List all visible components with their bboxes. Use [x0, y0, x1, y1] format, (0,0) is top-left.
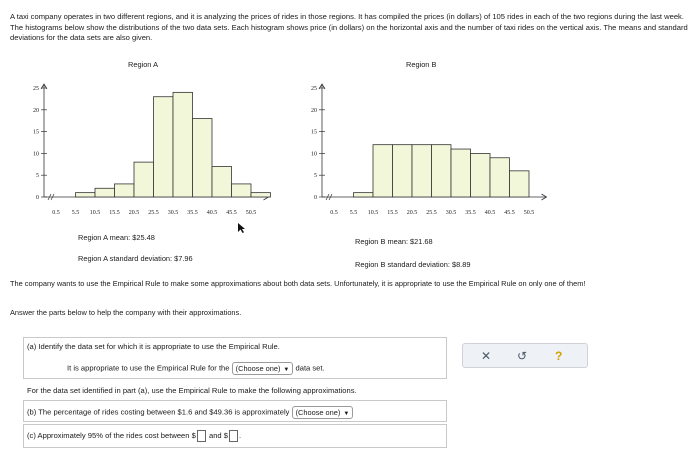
- region-b-histogram: [288, 76, 558, 221]
- y-tick-label: 0: [36, 195, 39, 201]
- part-c-and: and $: [208, 431, 228, 440]
- histogram-bar: [490, 158, 510, 197]
- y-tick-label: 5: [314, 173, 317, 180]
- histogram-bar: [134, 162, 154, 197]
- region-a-sd: Region A standard deviation: $7.96: [78, 254, 193, 263]
- histogram-bar: [451, 149, 471, 197]
- y-tick-label: 15: [311, 129, 317, 136]
- undo-icon[interactable]: ↺: [517, 349, 528, 363]
- y-tick-label: 10: [311, 151, 317, 158]
- answer-toolbar: [462, 343, 588, 368]
- part-a-prefix: It is appropriate to use the Empirical Rule for the: [67, 363, 230, 373]
- x-tick-label: 10.5: [367, 210, 379, 216]
- close-icon[interactable]: ✕: [481, 349, 492, 363]
- histogram-bar: [412, 145, 432, 197]
- upper-bound-input[interactable]: [229, 430, 238, 442]
- x-tick-label: 15.5: [387, 210, 398, 216]
- histogram-bar: [510, 171, 530, 197]
- y-tick-label: 25: [311, 86, 317, 92]
- y-tick-label: 25: [33, 86, 39, 92]
- x-tick-label: 40.5: [484, 210, 496, 216]
- histogram-bar: [432, 145, 452, 197]
- histogram-bar: [193, 119, 213, 197]
- x-tick-label: 20.5: [128, 210, 140, 216]
- histogram-bar: [373, 145, 393, 197]
- histogram-bar: [251, 193, 271, 197]
- region-a-mean: Region A mean: $25.48: [78, 233, 155, 242]
- part-c-period: .: [238, 431, 242, 440]
- part-a-label: (a) Identify the data set for which it is appropriate to use the Empirical Rule.: [27, 342, 280, 351]
- x-tick-label: 25.5: [148, 210, 159, 216]
- region-a-histogram: [10, 76, 280, 221]
- x-tick-label: 50.5: [245, 210, 257, 216]
- y-tick-label: 0: [314, 195, 317, 201]
- x-tick-label: 15.5: [109, 210, 120, 216]
- dataset-select[interactable]: (Choose one) ▼: [232, 362, 294, 375]
- region-b-mean: Region B mean: $21.68: [355, 237, 433, 246]
- y-tick-label: 20: [33, 107, 39, 114]
- lower-bound-input[interactable]: [197, 430, 206, 442]
- region-a-title: Region A: [128, 60, 158, 69]
- x-tick-label: 50.5: [523, 210, 535, 216]
- x-tick-label: 5.5: [349, 210, 358, 216]
- x-tick-label: 0.5: [330, 210, 338, 216]
- region-b-sd: Region B standard deviation: $8.89: [355, 260, 471, 269]
- x-tick-label: 10.5: [89, 210, 101, 216]
- histogram-bar: [115, 184, 135, 197]
- x-tick-label: 40.5: [206, 210, 218, 216]
- histogram-bar: [173, 92, 193, 197]
- region-b-title: Region B: [406, 60, 437, 69]
- instructions: Answer the parts below to help the company with their approximations.: [10, 308, 242, 317]
- histogram-bar: [95, 188, 115, 197]
- empirical-rule-note: The company wants to use the Empirical Rule to make some approximations about both data sets. Unfortunately, it is appropriate to use the Empirical Rule on only one of them!: [10, 279, 586, 288]
- intro-text: A taxi company operates in two different regions, and it is analyzing the prices of rides in those regions. It has compiled the prices (in dollars) of 105 rides in each of the two regions during the last week. The histograms below show the distributions of the two data sets. Each histogram shows price (in dollars) on the horizontal axis and the number of taxi rides on the vertical axis. The means and standard deviations for the data sets are also given.: [10, 12, 688, 43]
- x-tick-label: 20.5: [406, 210, 418, 216]
- y-tick-label: 20: [311, 107, 317, 114]
- x-tick-label: 45.5: [226, 210, 237, 216]
- percentage-select[interactable]: (Choose one) ▼: [292, 406, 354, 419]
- part-a-row: [67, 362, 325, 375]
- x-tick-label: 45.5: [504, 210, 515, 216]
- histogram-bar: [471, 153, 491, 197]
- x-tick-label: 25.5: [426, 210, 437, 216]
- part-b-intro: For the data set identified in part (a), use the Empirical Rule to make the following approximations.: [27, 386, 357, 395]
- part-c-row: [27, 430, 241, 442]
- x-tick-label: 0.5: [52, 210, 60, 216]
- x-tick-label: 30.5: [445, 210, 457, 216]
- histogram-bar: [154, 97, 174, 197]
- x-tick-label: 35.5: [187, 210, 198, 216]
- histogram-bar: [212, 166, 232, 197]
- part-c-prefix: (c) Approximately 95% of the rides cost between $: [27, 431, 196, 440]
- dropdown-arrow-icon: ▼: [343, 411, 350, 417]
- part-a-suffix: data set.: [295, 363, 325, 373]
- y-tick-label: 5: [36, 173, 39, 180]
- dropdown-arrow-icon: ▼: [283, 367, 290, 373]
- y-tick-label: 10: [33, 151, 39, 158]
- part-b-row: [27, 406, 353, 419]
- part-b-prefix: (b) The percentage of rides costing between $1.6 and $49.36 is approximately: [27, 407, 290, 417]
- histogram-bar: [354, 193, 374, 197]
- y-tick-label: 15: [33, 129, 39, 136]
- help-icon[interactable]: ?: [555, 349, 563, 363]
- x-tick-label: 30.5: [167, 210, 179, 216]
- x-tick-label: 35.5: [465, 210, 476, 216]
- histogram-bar: [232, 184, 252, 197]
- x-tick-label: 5.5: [71, 210, 80, 216]
- histogram-bar: [76, 193, 96, 197]
- histogram-bar: [393, 145, 413, 197]
- mouse-cursor-icon: [236, 222, 246, 234]
